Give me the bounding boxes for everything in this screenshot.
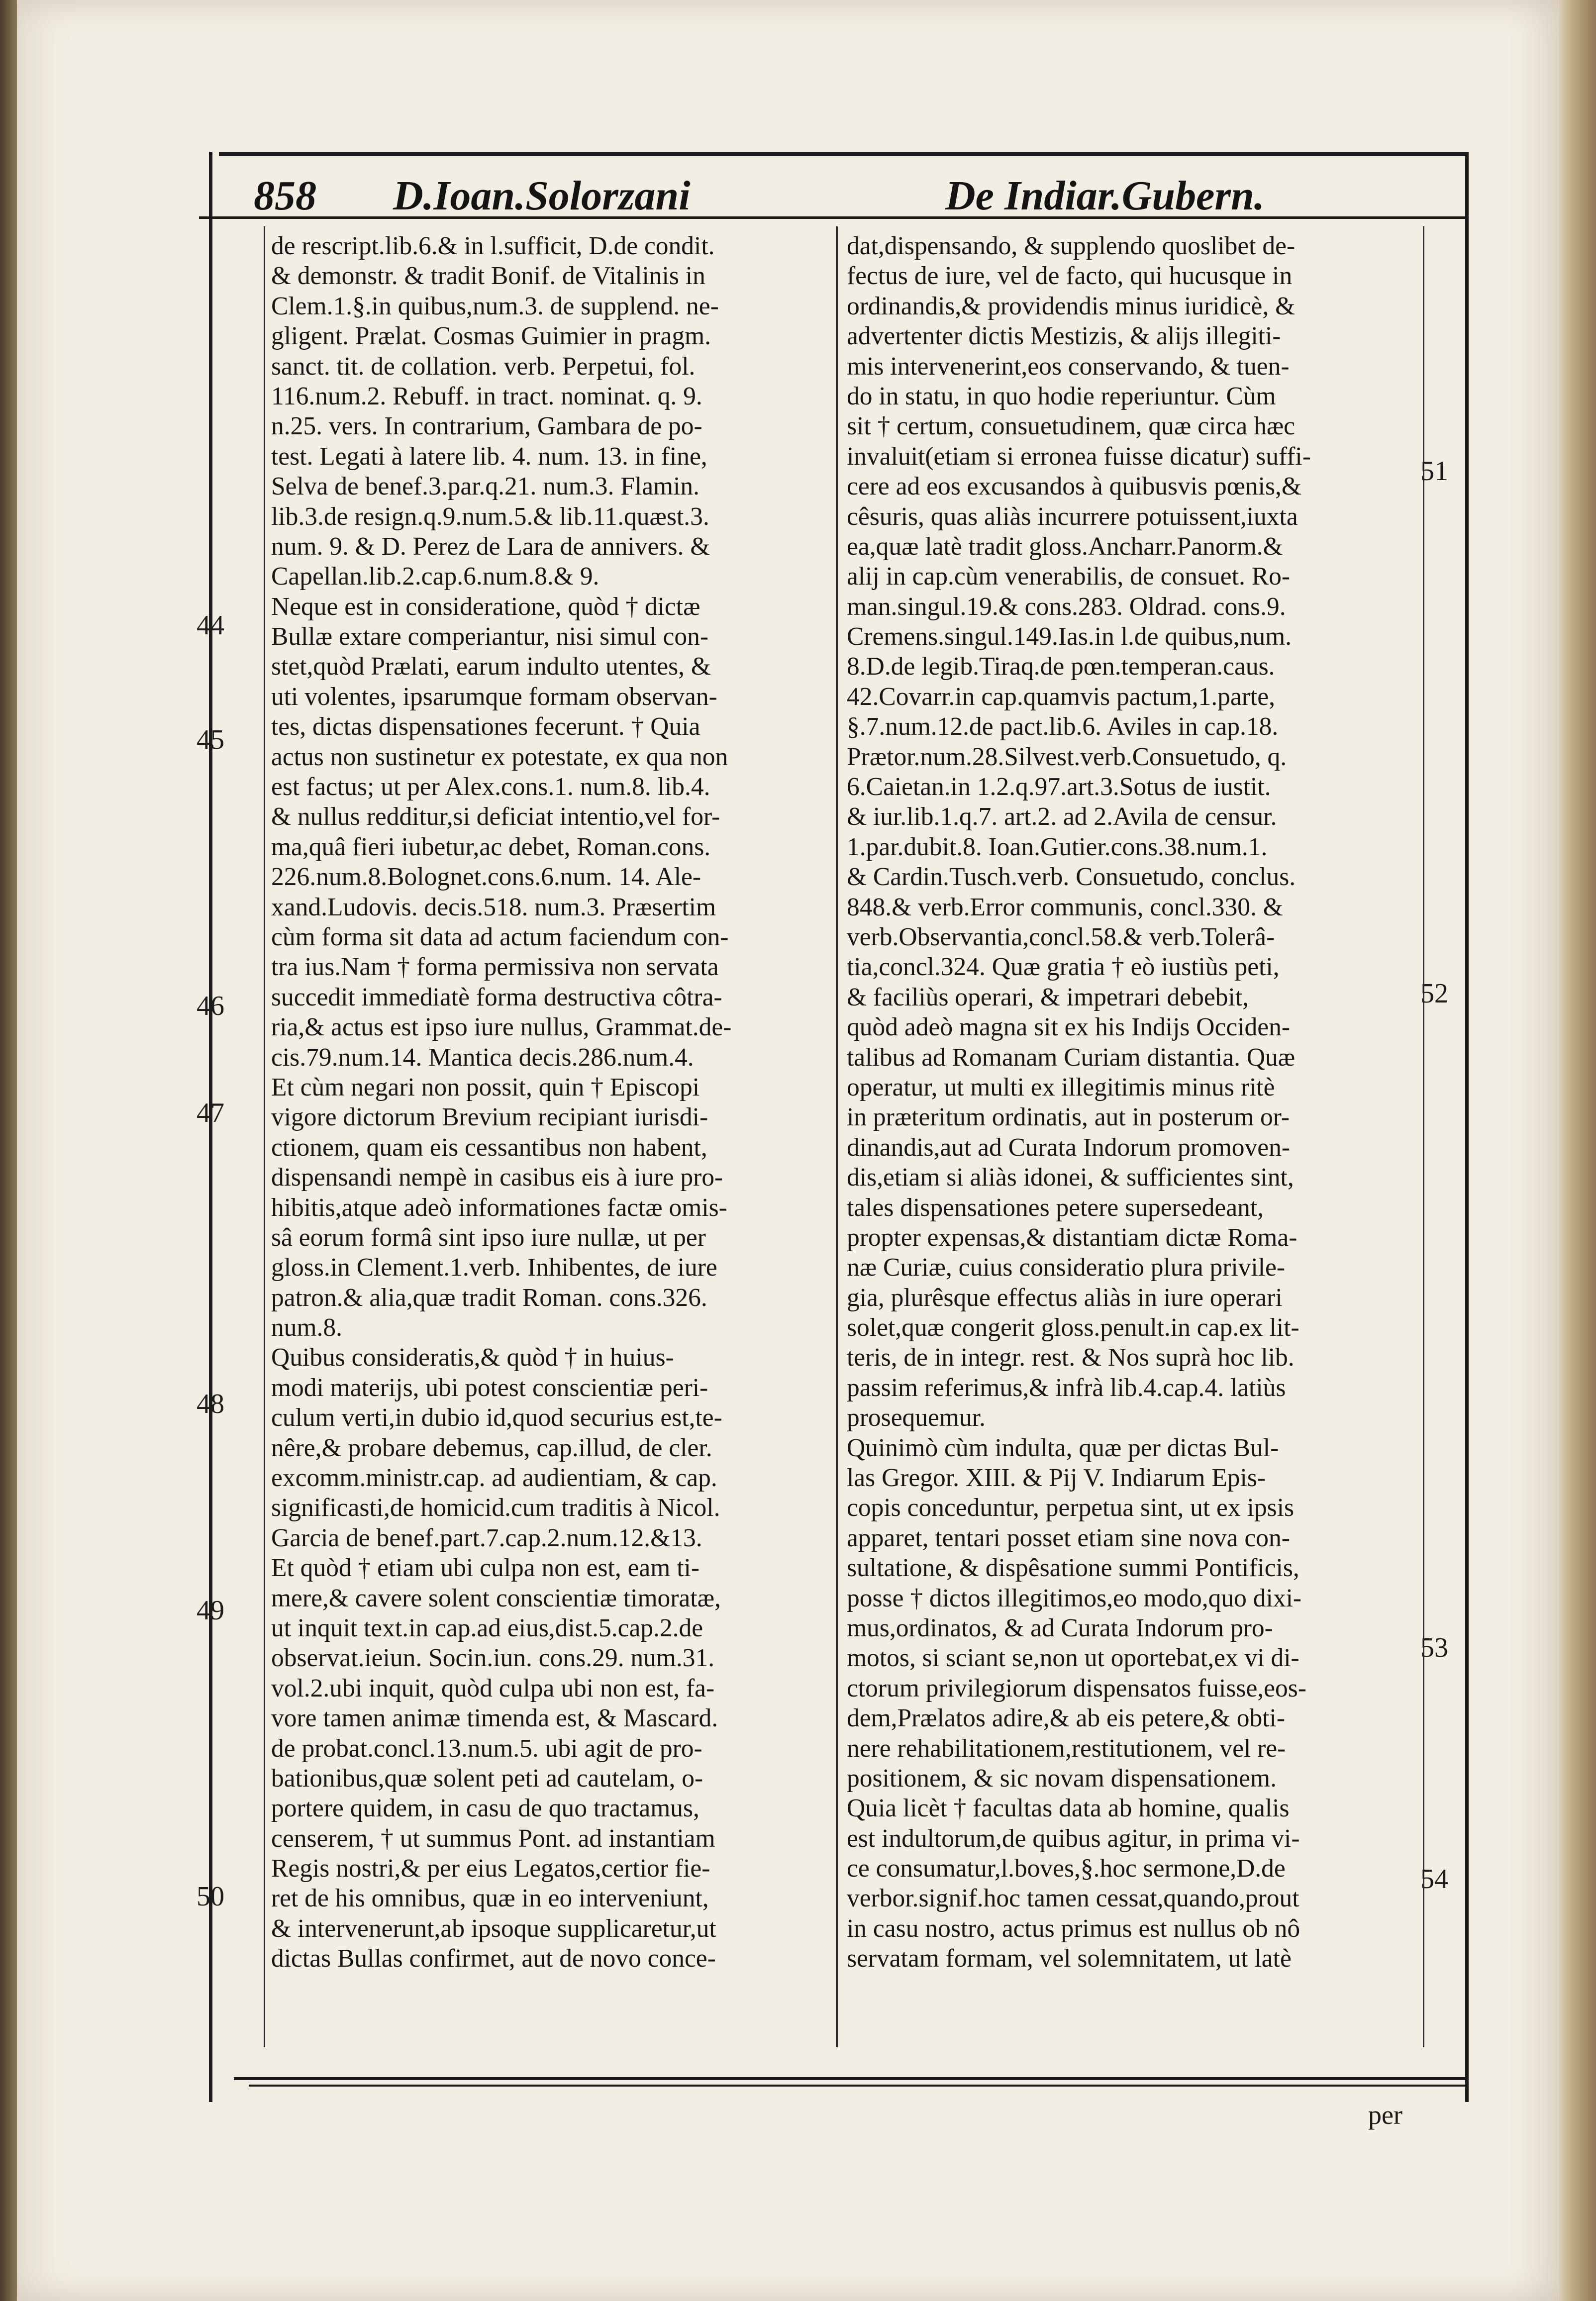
margin-number: 53 — [1420, 1632, 1448, 1663]
margin-number: 44 — [197, 610, 224, 641]
text-line: Bullæ extare comperiantur, nisi simul con- — [271, 622, 708, 651]
book-spine-shadow — [0, 0, 17, 2301]
text-line: las Gregor. XIII. & Pij V. Indiarum Epis- — [847, 1464, 1266, 1493]
text-line: apparet, tentari posset etiam sine nova con- — [847, 1523, 1290, 1552]
text-line: & intervenerunt,ab ipsoque supplicaretur,ut — [271, 1914, 716, 1943]
text-line: de probat.concl.13.num.5. ubi agit de pro- — [271, 1734, 702, 1763]
text-line: tales dispensationes petere supersedeant, — [847, 1193, 1264, 1222]
text-line: 226.num.8.Bolognet.cons.6.num. 14. Ale- — [271, 863, 701, 892]
top-rule — [219, 152, 1468, 156]
text-line: positionem, & sic novam dispensationem. — [847, 1764, 1277, 1793]
text-line: & Cardin.Tusch.verb. Consuetudo, conclus. — [847, 863, 1296, 892]
text-line: mis intervenerint,eos conservando, & tuen- — [847, 352, 1290, 381]
text-line: tra ius.Nam † forma permissiva non servata — [271, 953, 719, 982]
text-line: stet,quòd Prælati, earum indulto utentes, & — [271, 652, 711, 681]
text-line: num.8. — [271, 1313, 343, 1342]
text-line: motos, si sciant se,non ut oportebat,ex vi di- — [847, 1644, 1299, 1673]
text-line: alij in cap.cùm venerabilis, de consuet. Ro- — [847, 562, 1290, 591]
text-line: §.7.num.12.de pact.lib.6. Aviles in cap.18. — [847, 712, 1279, 741]
text-line: n.25. vers. In contrarium, Gambara de po- — [271, 412, 702, 441]
text-line: sâ eorum formâ sint ipso iure nullæ, ut per — [271, 1223, 706, 1252]
text-line: test. Legati à latere lib. 4. num. 13. in fine, — [271, 442, 707, 471]
right-inner-rule — [1423, 226, 1424, 2047]
text-line: 116.num.2. Rebuff. in tract. nominat. q. 9. — [271, 382, 702, 410]
running-title: De Indiar.Gubern. — [945, 173, 1265, 219]
text-line: portere quidem, in casu de quo tractamus, — [271, 1794, 699, 1823]
text-line: uti volentes, ipsarumque formam observan- — [271, 682, 717, 711]
bottom-rule-secondary — [249, 2085, 1468, 2087]
text-line: num. 9. & D. Perez de Lara de annivers. & — [271, 532, 710, 561]
text-line: verb.Observantia,concl.58.& verb.Tolerâ- — [847, 922, 1275, 951]
catchword: per — [1368, 2100, 1402, 2130]
text-line: vol.2.ubi inquit, quòd culpa ubi non est, fa- — [271, 1674, 715, 1702]
text-line: mus,ordinatos, & ad Curata Indorum pro- — [847, 1613, 1273, 1642]
text-line: operatur, ut multi ex illegitimis minus ritè — [847, 1073, 1275, 1101]
bottom-rule — [234, 2077, 1468, 2080]
text-line: ea,quæ latè tradit gloss.Ancharr.Panorm.& — [847, 532, 1283, 561]
text-line: Garcia de benef.part.7.cap.2.num.12.&13. — [271, 1523, 702, 1552]
text-line: Clem.1.§.in quibus,num.3. de supplend. ne- — [271, 292, 719, 320]
text-line: excomm.ministr.cap. ad audientiam, & cap. — [271, 1464, 717, 1493]
text-line: & demonstr. & tradit Bonif. de Vitalinis in — [271, 262, 705, 291]
text-line: dat,dispensando, & supplendo quoslibet de- — [847, 232, 1296, 260]
right-text-column — [847, 231, 1399, 1974]
text-line: dictas Bullas confirmet, aut de novo conce- — [271, 1944, 716, 1973]
text-line: nere rehabilitationem,restitutionem, vel re- — [847, 1734, 1286, 1763]
text-line: prosequemur. — [847, 1403, 986, 1432]
text-line: Prætor.num.28.Silvest.verb.Consuetudo, q. — [847, 742, 1287, 771]
text-line: cêsuris, quas aliàs incurrere potuissent,iuxta — [847, 502, 1298, 531]
margin-number: 50 — [197, 1881, 224, 1912]
margin-number: 52 — [1420, 978, 1448, 1009]
text-line: & nullus redditur,si deficiat intentio,vel for- — [271, 802, 720, 831]
text-line: gligent. Prælat. Cosmas Guimier in pragm. — [271, 322, 711, 351]
text-line: Et quòd † etiam ubi culpa non est, eam ti- — [271, 1554, 699, 1583]
text-line: cis.79.num.14. Mantica decis.286.num.4. — [271, 1043, 694, 1072]
text-line: 42.Covarr.in cap.quamvis pactum,1.parte, — [847, 682, 1275, 711]
text-line: cere ad eos excusandos à quibusvis pœnis,& — [847, 472, 1301, 501]
text-line: ret de his omnibus, quæ in eo interveniunt, — [271, 1884, 709, 1913]
text-line: ria,& actus est ipso iure nullus, Grammat.de- — [271, 1013, 732, 1042]
text-line: vore tamen animæ timenda est, & Mascard. — [271, 1704, 718, 1733]
text-line: 6.Caietan.in 1.2.q.97.art.3.Sotus de iustit. — [847, 773, 1271, 801]
text-line: culum verti,in dubio id,quod securius est,te- — [271, 1403, 722, 1432]
text-line: in casu nostro, actus primus est nullus ob nô — [847, 1914, 1300, 1943]
text-line: ce consumatur,l.boves,§.hoc sermone,D.de — [847, 1854, 1286, 1883]
text-line: est factus; ut per Alex.cons.1. num.8. lib.4. — [271, 773, 710, 801]
text-line: 8.D.de legib.Tiraq.de pœn.temperan.caus. — [847, 652, 1275, 681]
column-divider — [836, 226, 838, 2047]
text-line: observat.ieiun. Socin.iun. cons.29. num.31. — [271, 1644, 715, 1673]
page-number: 858 — [254, 173, 316, 219]
text-line: verbor.signif.hoc tamen cessat,quando,prout — [847, 1884, 1299, 1913]
right-frame-line — [1465, 152, 1469, 2102]
text-line: nêre,& probare debemus, cap.illud, de cler. — [271, 1433, 712, 1462]
text-line: lib.3.de resign.q.9.num.5.& lib.11.quæst.3. — [271, 502, 709, 531]
text-line: sanct. tit. de collation. verb. Perpetui, fol. — [271, 352, 696, 381]
text-line: invaluit(etiam si erronea fuisse dicatur) suffi- — [847, 442, 1311, 471]
text-line: in præteritum ordinatis, aut in posterum or- — [847, 1103, 1290, 1132]
text-line: Quibus consideratis,& quòd † in huius- — [271, 1343, 674, 1372]
text-line: ctorum privilegiorum dispensatos fuisse,eos- — [847, 1674, 1306, 1702]
text-line: censerem, † ut summus Pont. ad instantiam — [271, 1824, 715, 1853]
text-line: xand.Ludovis. decis.518. num.3. Præsertim — [271, 893, 716, 921]
text-line: & iur.lib.1.q.7. art.2. ad 2.Avila de censur. — [847, 802, 1277, 831]
margin-number: 46 — [197, 991, 224, 1021]
text-line: tes, dictas dispensationes fecerunt. † Quia — [271, 712, 700, 741]
margin-number: 51 — [1420, 456, 1448, 487]
text-line: ctionem, quam eis cessantibus non habent, — [271, 1133, 707, 1162]
text-line: de rescript.lib.6.& in l.sufficit, D.de condit. — [271, 232, 715, 260]
text-line: dispensandi nempè in casibus eis à iure pro- — [271, 1163, 723, 1192]
text-line: dem,Prælatos adire,& ab eis petere,& obti- — [847, 1704, 1285, 1733]
text-line: sit † certum, consuetudinem, quæ circa hæc — [847, 412, 1296, 441]
text-line: Neque est in consideratione, quòd † dictæ — [271, 592, 700, 621]
text-line: næ Curiæ, cuius consideratio plura privile- — [847, 1253, 1286, 1282]
text-line: teris, de in integr. rest. & Nos suprà hoc lib. — [847, 1343, 1295, 1372]
text-line: propter expensas,& distantiam dictæ Roma- — [847, 1223, 1297, 1252]
text-line: bationibus,quæ solent peti ad cautelam, o- — [271, 1764, 703, 1793]
text-line: Capellan.lib.2.cap.6.num.8.& 9. — [271, 562, 599, 591]
text-line: ut inquit text.in cap.ad eius,dist.5.cap.2.de — [271, 1613, 703, 1642]
text-line: mere,& cavere solent conscientiæ timoratæ, — [271, 1584, 721, 1612]
text-line: ma,quâ fieri iubetur,ac debet, Roman.cons. — [271, 832, 711, 861]
text-line: 848.& verb.Error communis, concl.330. & — [847, 893, 1283, 921]
text-line: dinandis,aut ad Curata Indorum promoven- — [847, 1133, 1291, 1162]
text-line: gloss.in Clement.1.verb. Inhibentes, de iure — [271, 1253, 717, 1282]
text-line: servatam formam, vel solemnitatem, ut latè — [847, 1944, 1292, 1973]
text-line: significasti,de homicid.cum traditis à Nicol. — [271, 1494, 720, 1522]
text-line: vigore dictorum Brevium recipiant iurisdi- — [271, 1103, 708, 1132]
text-line: quòd adeò magna sit ex his Indijs Occiden- — [847, 1013, 1291, 1042]
text-frame — [197, 152, 1468, 2130]
margin-number: 54 — [1420, 1864, 1448, 1895]
text-line: Selva de benef.3.par.q.21. num.3. Flamin. — [271, 472, 700, 501]
text-line: & faciliùs operari, & impetrari debebit, — [847, 983, 1249, 1011]
text-line: cùm forma sit data ad actum faciendum con- — [271, 922, 729, 951]
running-header — [254, 172, 1448, 219]
text-line: passim referimus,& infrà lib.4.cap.4. latiùs — [847, 1373, 1286, 1402]
text-line: Regis nostri,& per eius Legatos,certior fie- — [271, 1854, 710, 1883]
margin-number: 49 — [197, 1595, 224, 1626]
text-line: patron.& alia,quæ tradit Roman. cons.326. — [271, 1283, 707, 1312]
running-author: D.Ioan.Solorzani — [393, 173, 691, 219]
text-line: advertenter dictis Mestizis, & alijs illegiti- — [847, 322, 1281, 351]
text-line: succedit immediatè forma destructiva côtra- — [271, 983, 722, 1011]
margin-number: 45 — [197, 724, 224, 755]
text-line: man.singul.19.& cons.283. Oldrad. cons.9. — [847, 592, 1286, 621]
text-line: 1.par.dubit.8. Ioan.Gutier.cons.38.num.1. — [847, 832, 1268, 861]
text-line: do in statu, in quo hodie reperiuntur. Cùm — [847, 382, 1276, 410]
text-line: Quinimò cùm indulta, quæ per dictas Bul- — [847, 1433, 1279, 1462]
text-line: Et cùm negari non possit, quin † Episcopi — [271, 1073, 700, 1101]
left-inner-rule — [264, 226, 265, 2047]
text-line: posse † dictos illegitimos,eo modo,quo dixi- — [847, 1584, 1302, 1612]
text-line: hibitis,atque adeò informationes factæ omis- — [271, 1193, 727, 1222]
text-line: modi materijs, ubi potest conscientiæ peri- — [271, 1373, 708, 1402]
text-line: gia, plurêsque effectus aliàs in iure operari — [847, 1283, 1283, 1312]
text-line: est indultorum,de quibus agitur, in prima vi- — [847, 1824, 1300, 1853]
text-line: Cremens.singul.149.Ias.in l.de quibus,num. — [847, 622, 1292, 651]
margin-number: 47 — [197, 1098, 224, 1128]
page-edge-stack — [1559, 0, 1596, 2301]
text-line: fectus de iure, vel de facto, qui hucusque in — [847, 262, 1293, 291]
text-line: talibus ad Romanam Curiam distantia. Quæ — [847, 1043, 1296, 1072]
text-line: Quia licèt † facultas data ab homine, qualis — [847, 1794, 1290, 1823]
margin-number: 48 — [197, 1389, 224, 1419]
text-line: sultatione, & dispêsatione summi Pontificis, — [847, 1554, 1299, 1583]
left-text-column — [271, 231, 823, 1974]
text-line: ordinandis,& providendis minus iuridicè, & — [847, 292, 1296, 320]
text-line: actus non sustinetur ex potestate, ex qua non — [271, 742, 728, 771]
text-line: copis conceduntur, perpetua sint, ut ex ipsis — [847, 1494, 1294, 1522]
text-line: dis,etiam si aliàs idonei, & sufficientes sint, — [847, 1163, 1294, 1192]
text-line: solet,quæ congerit gloss.penult.in cap.ex lit- — [847, 1313, 1299, 1342]
text-line: tia,concl.324. Quæ gratia † eò iustiùs peti, — [847, 953, 1280, 982]
